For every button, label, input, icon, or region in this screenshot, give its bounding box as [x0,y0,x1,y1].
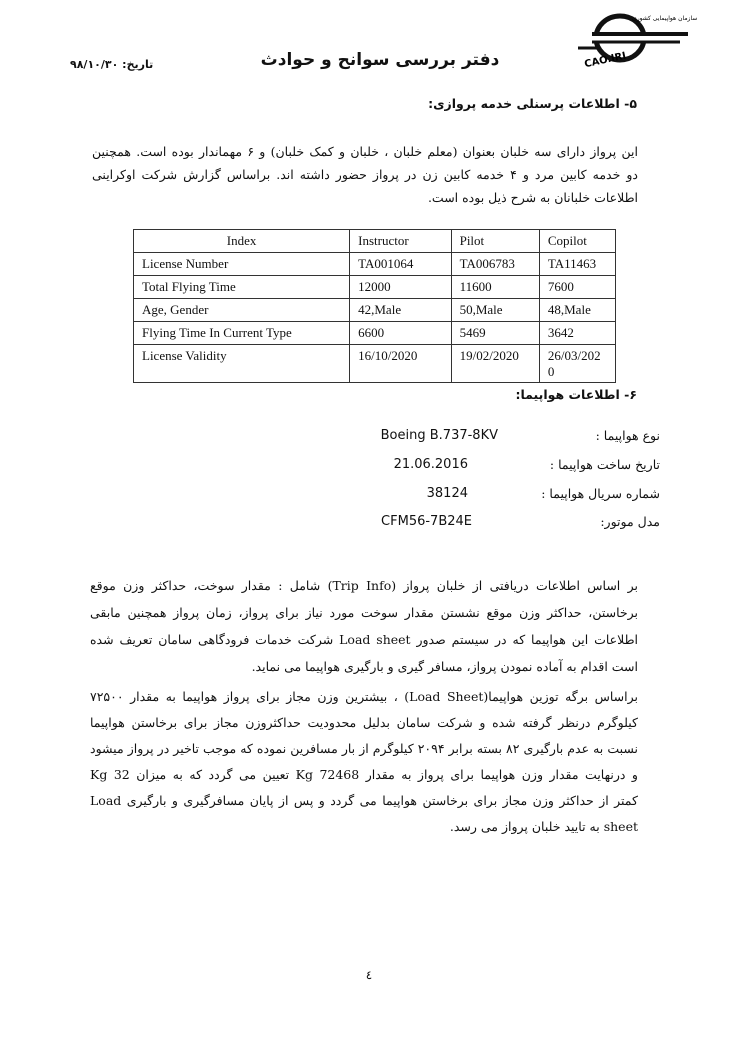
table-cell: License Number [134,253,350,276]
table-row [134,299,616,322]
manufacture-date-row [330,457,660,481]
table-cell: 48,Male [539,299,615,322]
table-cell: 42,Male [350,299,451,322]
crew-table [133,229,616,383]
serial-number-label: شماره سریال هواپیما : [541,486,660,501]
date-label: تاریخ: [122,58,154,71]
col-header-copilot: Copilot [539,230,615,253]
date-line [70,58,190,71]
org-caption: سازمان هواپیمایی کشوری [632,15,698,22]
section5-heading: ۵- اطلاعات پرسنلی خدمه پروازی: [428,96,637,111]
engine-model-label: مدل موتور: [600,514,660,529]
table-cell: 16/10/2020 [350,345,451,383]
paragraph-line: براساس برگه توزین هواپیما(Load Sheet) ، بیشترین وزن مجاز برای پرواز هواپیما به مقدار ۷۲۵۰۰ [90,689,638,704]
cao-iri-logo [570,8,698,71]
table-cell: 12000 [350,276,451,299]
paragraph-line: دو خدمه کابین مرد و ۴ خدمه کابین زن در پرواز حضور داشته اند. براساس گزارش شرکت اوکراینی [92,167,638,182]
paragraph-line: sheet به تایید خلبان پرواز می رسد. [449,819,638,834]
table-cell: TA001064 [350,253,451,276]
table-cell: 11600 [451,276,539,299]
paragraph-line: است اقدام به آماده نمودن پرواز، مسافر گیری و بارگیری هواپیما می نماید. [251,659,638,674]
section6-heading: ۶- اطلاعات هواپیما: [515,387,637,402]
table-cell: 26/03/2020 [539,345,615,383]
table-cell: TA11463 [539,253,615,276]
paragraph-line: اطلاعات خلبانان به شرح ذیل بوده است. [427,190,638,205]
paragraph-line: نسبت به عدم بارگیری ۸۲ بسته برابر ۲۰۹۴ کیلوگرم از بار مسافرین نموده که موجب تاخیر در پرواز میشود [90,741,638,756]
engine-model-row [330,514,660,538]
table-cell: 7600 [539,276,615,299]
logo-text: CAO.IRI [583,50,628,71]
serial-number-value: 38124 [426,486,468,501]
paragraph-line: این پرواز دارای سه خلبان بعنوان (معلم خلبان ، خلبان و کمک خلبان) و ۶ مهماندار بوده است. همچنین [92,144,638,159]
table-row [134,345,616,383]
table-cell: 50,Male [451,299,539,322]
col-header-instructor: Instructor [350,230,451,253]
table-row [134,322,616,345]
table-row [134,276,616,299]
table-cell: Age, Gender [134,299,350,322]
table-cell: TA006783 [451,253,539,276]
serial-number-row [330,486,660,510]
table-cell: Total Flying Time [134,276,350,299]
table-cell: License Validity [134,345,350,383]
page-number: ٤ [365,968,373,982]
engine-model-value: CFM56-7B24E [381,514,472,529]
table-cell: 3642 [539,322,615,345]
paragraph-line: و درنهایت مقدار وزن هواپیما برای پرواز به مقدار 72468 Kg تعیین می گردد که به میزان 32 Kg [90,767,638,782]
paragraph-line: کیلوگرم درنظر گرفته شده و شرکت سامان بدلیل محدودیت حداکثروزن مجاز برای برخاستن هواپیما [90,715,638,730]
aircraft-type-label: نوع هواپیما : [595,428,660,443]
col-header-pilot: Pilot [451,230,539,253]
manufacture-date-label: تاریخ ساخت هواپیما : [549,457,660,472]
section5-paragraph [92,140,638,209]
table-cell: Flying Time In Current Type [134,322,350,345]
aircraft-type-row [330,428,660,452]
paragraph-line: برخاستن، حداکثر وزن موقع نشستن مقدار سوخت مورد نیاز برای پرواز، زمان پرواز همچنین مابقی [90,605,638,620]
body-paragraph-1 [90,572,638,680]
manufacture-date-value: 21.06.2016 [393,457,468,472]
col-header-index: Index [134,230,350,253]
table-cell: 6600 [350,322,451,345]
table-header-row [134,230,616,253]
paragraph-line: بر اساس اطلاعات دریافتی از خلبان پرواز (Trip Info) شامل : مقدار سوخت، حداکثر وزن موقع [90,578,638,593]
body-paragraph-2 [90,684,638,840]
paragraph-line: کمتر از حداکثر وزن مجاز برای برخاستن هواپیما می گردد و پس از پایان مسافرگیری و بارگیری Load [90,793,638,808]
document-title: دفتر بررسی سوانح و حوادث [260,50,500,70]
table-row [134,253,616,276]
paragraph-line: اطلاعات این هواپیما که در سیستم صدور Load sheet شرکت خدمات فرودگاهی سامان تعریف شده [90,632,639,647]
date-value: ۹۸/۱۰/۳۰ [70,58,119,71]
table-cell: 5469 [451,322,539,345]
table-cell: 19/02/2020 [451,345,539,383]
aircraft-type-value: Boeing B.737-8KV [380,428,498,443]
